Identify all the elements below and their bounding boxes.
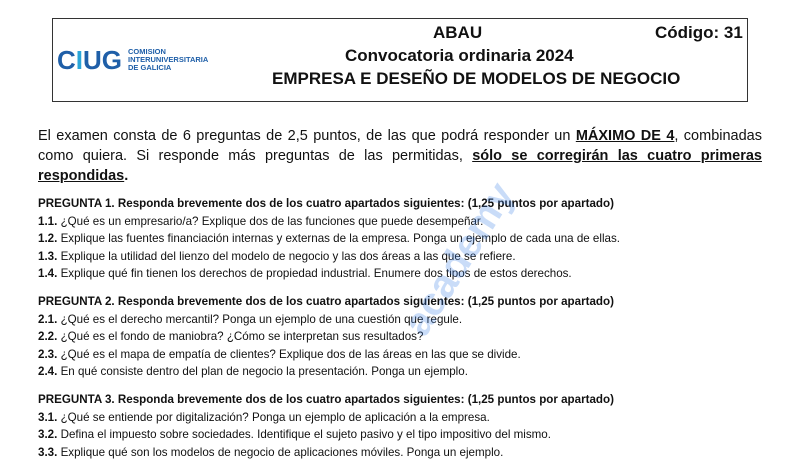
exam-name: ABAU — [433, 23, 482, 43]
exam-code: Código: 31 — [655, 23, 743, 43]
max-questions-note: MÁXIMO DE 4 — [576, 128, 675, 144]
question-item: 1.2. Explique las fuentes financiación internas y externas de la empresa. Ponga un ejemplo de cada una de ellas. — [38, 230, 778, 248]
exam-header — [52, 18, 748, 102]
exam-instructions: El examen consta de 6 preguntas de 2,5 puntos, de las que podrá responder un MÁXIMO DE 4, combinadas como quiera. Si responde más preguntas de las permitidas, sólo se corregirán las cuatro primeras respondidas. — [38, 126, 762, 186]
question-title: PREGUNTA 2. Responda brevemente dos de los cuatro apartados siguientes: (1,25 puntos por apartado) — [38, 293, 778, 311]
exam-session: Convocatoria ordinaria 2024 — [345, 46, 574, 66]
question-1 — [38, 195, 778, 283]
question-item: 2.3. ¿Qué es el mapa de empatía de clientes? Explique dos de las áreas en las que se divide. — [38, 346, 778, 364]
question-2 — [38, 293, 778, 381]
ciug-logo-mark: CIUG — [57, 47, 122, 73]
question-item: 2.1. ¿Qué es el derecho mercantil? Ponga un ejemplo de una cuestión que regule. — [38, 311, 778, 329]
correction-note: sólo se corregirán las cuatro primeras respondidas — [38, 148, 762, 184]
exam-subject: EMPRESA E DESEÑO DE MODELOS DE NEGOCIO — [272, 69, 680, 89]
question-item: 1.3. Explique la utilidad del lienzo del modelo de negocio y las dos áreas a las que se refiere. — [38, 248, 778, 266]
question-item: 3.3. Explique qué son los modelos de negocio de aplicaciones móviles. Ponga un ejemplo. — [38, 444, 778, 461]
question-item: 3.2. Defina el impuesto sobre sociedades. Identifique el sujeto pasivo y el tipo impositivo del mismo. — [38, 426, 778, 444]
question-title: PREGUNTA 1. Responda brevemente dos de los cuatro apartados siguientes: (1,25 puntos por apartado) — [38, 195, 778, 213]
watermark: academy — [395, 175, 524, 344]
question-item: 2.4. En qué consiste dentro del plan de negocio la presentación. Ponga un ejemplo. — [38, 363, 778, 381]
question-3 — [38, 391, 778, 461]
question-item: 1.1. ¿Qué es un empresario/a? Explique dos de las funciones que puede desempeñar. — [38, 213, 778, 231]
ciug-logo — [57, 47, 208, 73]
question-item: 3.1. ¿Qué se entiende por digitalización? Ponga un ejemplo de aplicación a la empresa. — [38, 409, 778, 427]
question-title: PREGUNTA 3. Responda brevemente dos de los cuatro apartados siguientes: (1,25 puntos por apartado) — [38, 391, 778, 409]
ciug-logo-text: COMISION INTERUNIVERSITARIA DE GALICIA — [128, 48, 208, 72]
question-item: 2.2. ¿Qué es el fondo de maniobra? ¿Cómo se interpretan sus resultados? — [38, 328, 778, 346]
question-item: 1.4. Explique qué fin tienen los derechos de propiedad industrial. Enumere dos tipos de estos derechos. — [38, 265, 778, 283]
